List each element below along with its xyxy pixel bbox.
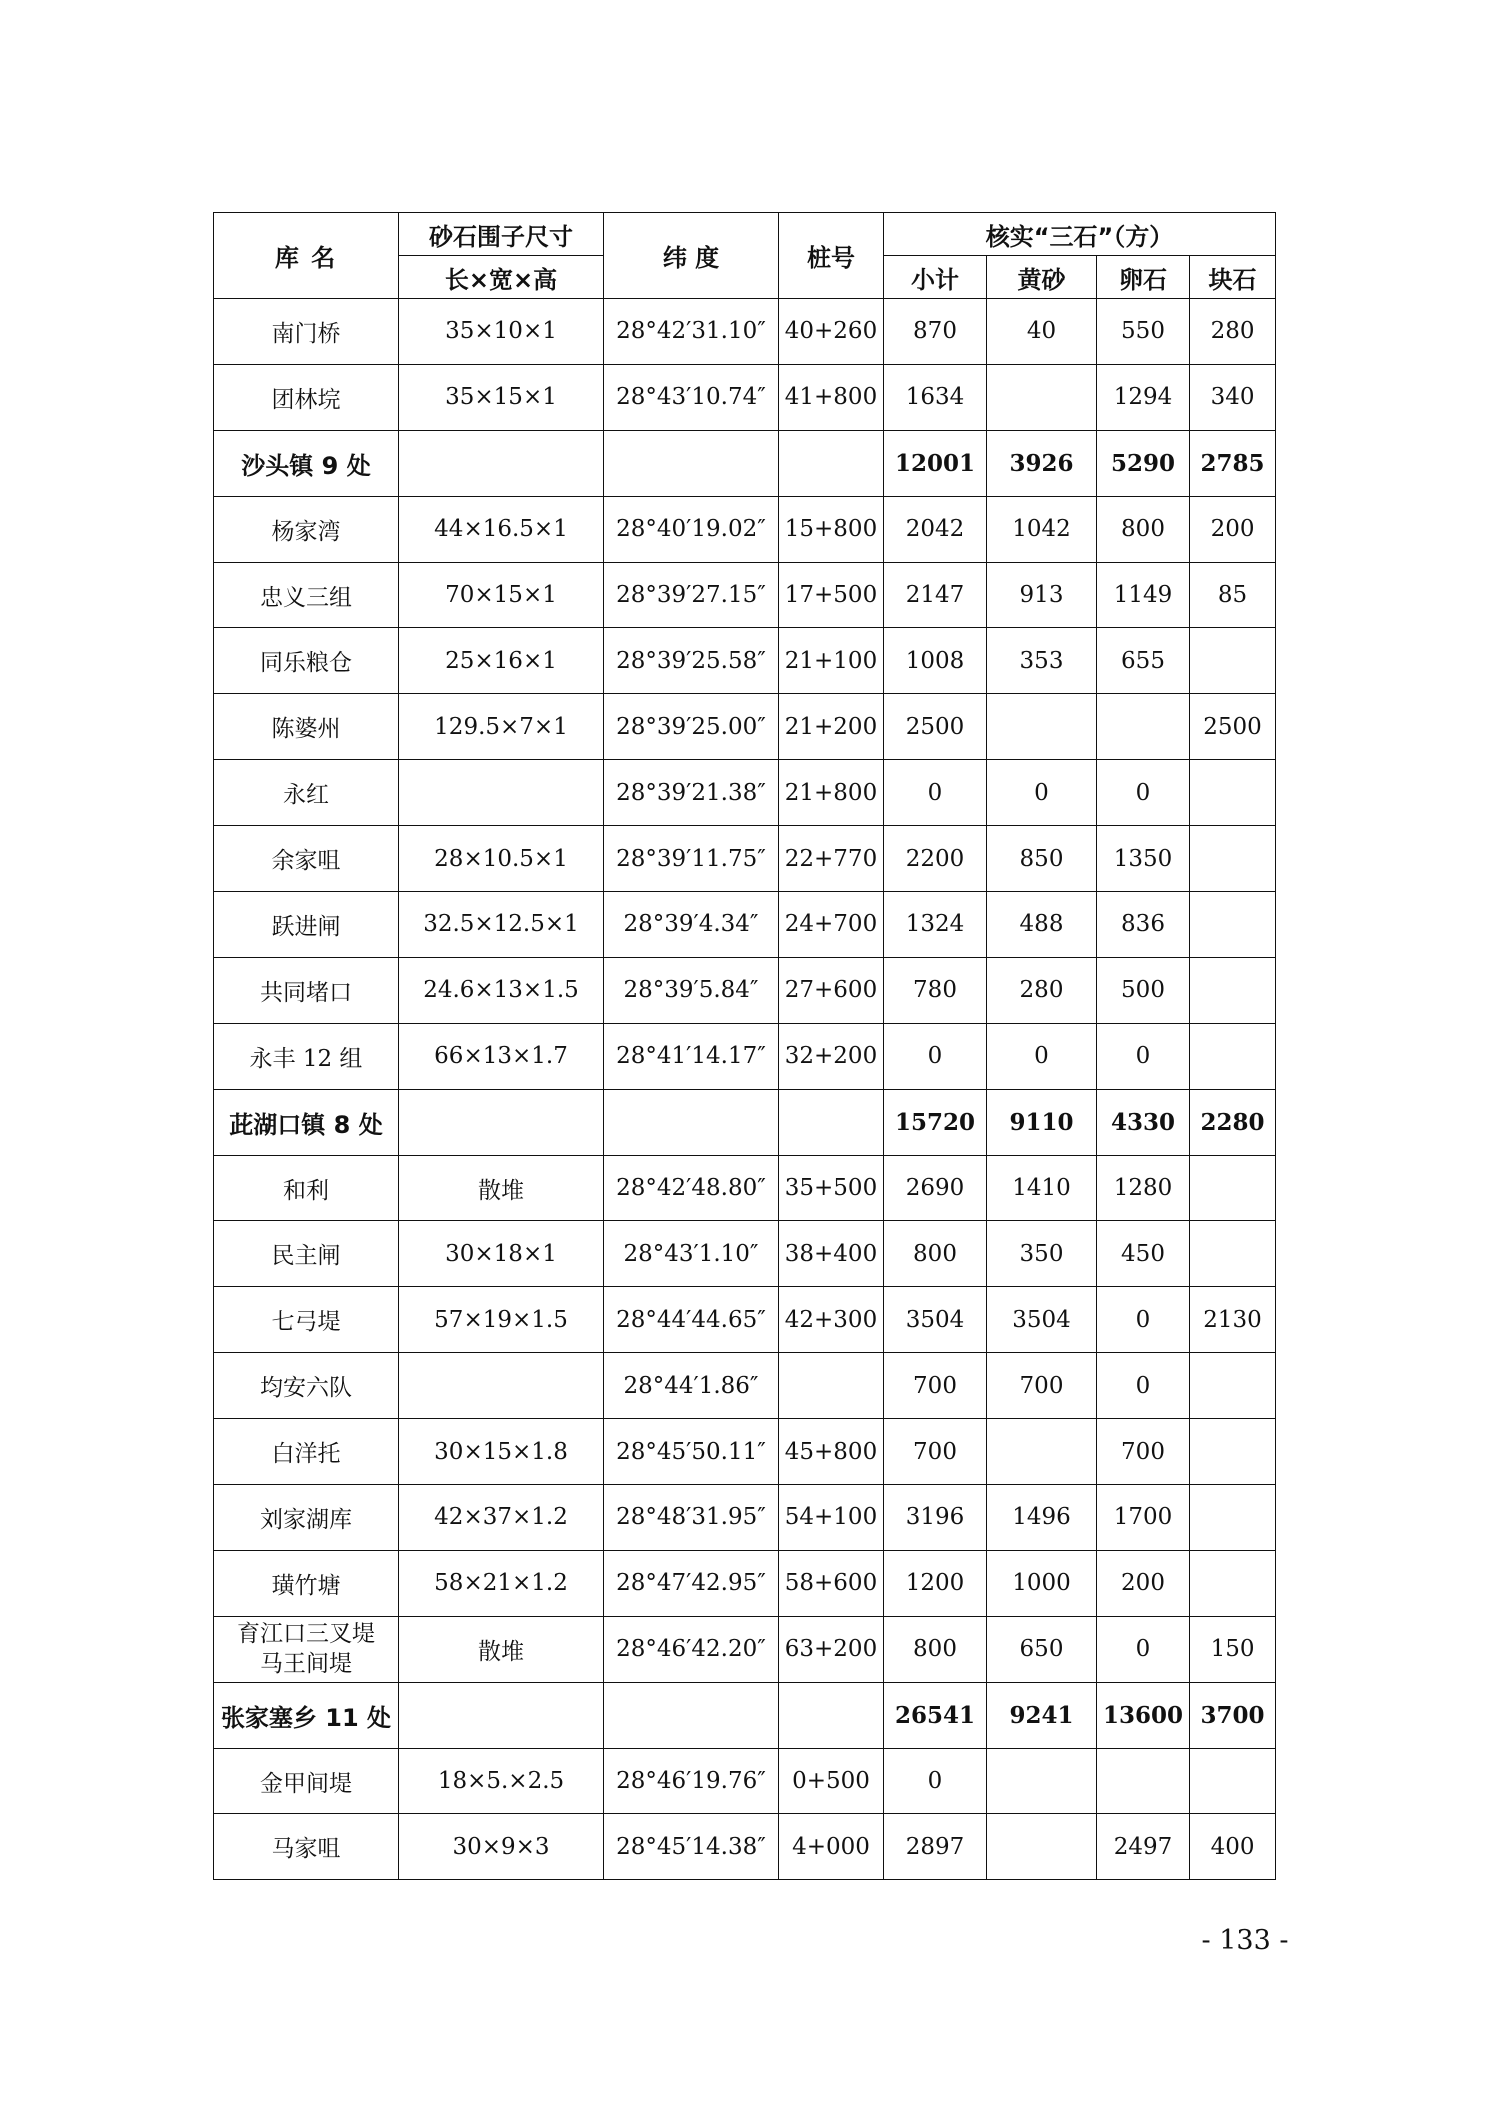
latitude-cell: 28°44′44.65″ — [604, 1287, 779, 1353]
block-cell: 340 — [1190, 364, 1276, 430]
pebble-cell: 5290 — [1097, 430, 1190, 496]
stake-cell: 17+500 — [779, 562, 884, 628]
sand-cell: 350 — [987, 1221, 1097, 1287]
stake-cell: 24+700 — [779, 892, 884, 958]
pebble-cell: 1294 — [1097, 364, 1190, 430]
size-cell — [399, 1089, 604, 1155]
sand-cell: 1410 — [987, 1155, 1097, 1221]
subtotal-cell: 800 — [884, 1221, 987, 1287]
table-row — [214, 1023, 1276, 1089]
stake-cell: 27+600 — [779, 957, 884, 1023]
subtotal-cell: 780 — [884, 957, 987, 1023]
name-cell — [214, 1616, 399, 1682]
pebble-cell: 800 — [1097, 496, 1190, 562]
sand-cell — [987, 694, 1097, 760]
block-cell: 200 — [1190, 496, 1276, 562]
table-row — [214, 1419, 1276, 1485]
name-line: 育江口三叉堤 — [237, 1621, 375, 1648]
subtotal-cell: 870 — [884, 299, 987, 365]
name-cell: 永红 — [214, 760, 399, 826]
size-cell: 42×37×1.2 — [399, 1485, 604, 1551]
table-row — [214, 1155, 1276, 1221]
sand-cell: 3926 — [987, 430, 1097, 496]
subtotal-cell: 3196 — [884, 1485, 987, 1551]
size-cell: 66×13×1.7 — [399, 1023, 604, 1089]
table-row — [214, 1814, 1276, 1880]
sand-cell: 280 — [987, 957, 1097, 1023]
name-cell: 民主闸 — [214, 1221, 399, 1287]
name-cell: 忠义三组 — [214, 562, 399, 628]
pebble-cell: 4330 — [1097, 1089, 1190, 1155]
stake-cell: 22+770 — [779, 826, 884, 892]
name-cell: 沙头镇 9 处 — [214, 430, 399, 496]
name-cell: 永丰 12 组 — [214, 1023, 399, 1089]
subtotal-cell: 2690 — [884, 1155, 987, 1221]
header-subtotal: 小计 — [884, 256, 987, 299]
stake-cell: 4+000 — [779, 1814, 884, 1880]
stake-cell: 42+300 — [779, 1287, 884, 1353]
subtotal-cell: 0 — [884, 760, 987, 826]
table-row — [214, 1550, 1276, 1616]
latitude-cell: 28°43′1.10″ — [604, 1221, 779, 1287]
name-cell: 杨家湾 — [214, 496, 399, 562]
latitude-cell: 28°39′11.75″ — [604, 826, 779, 892]
pebble-cell: 0 — [1097, 1287, 1190, 1353]
pebble-cell: 550 — [1097, 299, 1190, 365]
stake-cell: 40+260 — [779, 299, 884, 365]
name-cell: 茈湖口镇 8 处 — [214, 1089, 399, 1155]
subtotal-cell: 700 — [884, 1353, 987, 1419]
header-size-sub: 长×宽×高 — [399, 256, 604, 299]
pebble-cell: 0 — [1097, 760, 1190, 826]
table-row — [214, 1616, 1276, 1682]
latitude-cell: 28°45′50.11″ — [604, 1419, 779, 1485]
block-cell: 2130 — [1190, 1287, 1276, 1353]
sand-cell: 0 — [987, 1023, 1097, 1089]
table-row — [214, 496, 1276, 562]
name-cell: 和利 — [214, 1155, 399, 1221]
size-cell: 30×9×3 — [399, 1814, 604, 1880]
sand-cell: 1496 — [987, 1485, 1097, 1551]
size-cell: 30×15×1.8 — [399, 1419, 604, 1485]
table-row — [214, 1353, 1276, 1419]
table-row — [214, 1485, 1276, 1551]
stake-cell — [779, 1353, 884, 1419]
stake-cell: 35+500 — [779, 1155, 884, 1221]
name-cell: 余家咀 — [214, 826, 399, 892]
latitude-cell: 28°45′14.38″ — [604, 1814, 779, 1880]
stake-cell: 0+500 — [779, 1748, 884, 1814]
table-row — [214, 628, 1276, 694]
latitude-cell: 28°39′25.00″ — [604, 694, 779, 760]
subtotal-cell: 12001 — [884, 430, 987, 496]
subtotal-cell: 800 — [884, 1616, 987, 1682]
latitude-cell: 28°44′1.86″ — [604, 1353, 779, 1419]
sand-cell — [987, 1419, 1097, 1485]
size-cell — [399, 1353, 604, 1419]
size-cell: 129.5×7×1 — [399, 694, 604, 760]
sand-cell: 40 — [987, 299, 1097, 365]
stake-cell: 15+800 — [779, 496, 884, 562]
pebble-cell: 1149 — [1097, 562, 1190, 628]
table-row — [214, 1221, 1276, 1287]
subtotal-cell: 1634 — [884, 364, 987, 430]
pebble-cell: 655 — [1097, 628, 1190, 694]
subtotal-row — [214, 1682, 1276, 1748]
name-cell: 璜竹塘 — [214, 1550, 399, 1616]
sand-stone-table — [213, 212, 1276, 1880]
size-cell — [399, 1682, 604, 1748]
latitude-cell: 28°47′42.95″ — [604, 1550, 779, 1616]
size-cell: 44×16.5×1 — [399, 496, 604, 562]
latitude-cell: 28°39′25.58″ — [604, 628, 779, 694]
block-cell — [1190, 1485, 1276, 1551]
name-cell: 七弓堤 — [214, 1287, 399, 1353]
sand-cell: 0 — [987, 760, 1097, 826]
table-row — [214, 760, 1276, 826]
subtotal-cell: 3504 — [884, 1287, 987, 1353]
latitude-cell: 28°46′19.76″ — [604, 1748, 779, 1814]
name-cell: 跃进闸 — [214, 892, 399, 958]
stake-cell: 21+200 — [779, 694, 884, 760]
pebble-cell — [1097, 1748, 1190, 1814]
pebble-cell: 1280 — [1097, 1155, 1190, 1221]
subtotal-cell: 2500 — [884, 694, 987, 760]
header-latitude: 纬 度 — [604, 213, 779, 299]
sand-cell — [987, 1748, 1097, 1814]
subtotal-cell: 1008 — [884, 628, 987, 694]
subtotal-cell: 700 — [884, 1419, 987, 1485]
latitude-cell: 28°40′19.02″ — [604, 496, 779, 562]
subtotal-cell: 1324 — [884, 892, 987, 958]
latitude-cell — [604, 1682, 779, 1748]
size-cell: 25×16×1 — [399, 628, 604, 694]
size-cell: 18×5.×2.5 — [399, 1748, 604, 1814]
block-cell — [1190, 760, 1276, 826]
latitude-cell: 28°39′4.34″ — [604, 892, 779, 958]
table-row — [214, 957, 1276, 1023]
pebble-cell: 0 — [1097, 1616, 1190, 1682]
block-cell: 2500 — [1190, 694, 1276, 760]
sand-cell: 1000 — [987, 1550, 1097, 1616]
stake-cell — [779, 1089, 884, 1155]
block-cell — [1190, 1155, 1276, 1221]
page-number: - 133 - — [1201, 1925, 1289, 1956]
size-cell: 28×10.5×1 — [399, 826, 604, 892]
sand-cell — [987, 364, 1097, 430]
sand-cell: 3504 — [987, 1287, 1097, 1353]
stake-cell: 21+800 — [779, 760, 884, 826]
block-cell: 280 — [1190, 299, 1276, 365]
stake-cell: 32+200 — [779, 1023, 884, 1089]
sand-cell: 913 — [987, 562, 1097, 628]
table-row — [214, 364, 1276, 430]
subtotal-cell: 2200 — [884, 826, 987, 892]
name-cell: 同乐粮仓 — [214, 628, 399, 694]
header-size-group: 砂石围子尺寸 — [399, 213, 604, 256]
sand-cell: 850 — [987, 826, 1097, 892]
name-cell: 均安六队 — [214, 1353, 399, 1419]
name-cell: 共同堵口 — [214, 957, 399, 1023]
latitude-cell: 28°39′21.38″ — [604, 760, 779, 826]
subtotal-row — [214, 430, 1276, 496]
table-row — [214, 1748, 1276, 1814]
latitude-cell: 28°48′31.95″ — [604, 1485, 779, 1551]
sand-cell: 650 — [987, 1616, 1097, 1682]
stake-cell: 41+800 — [779, 364, 884, 430]
header-name: 库 名 — [214, 213, 399, 299]
header-sand: 黄砂 — [987, 256, 1097, 299]
block-cell — [1190, 892, 1276, 958]
subtotal-cell: 2042 — [884, 496, 987, 562]
pebble-cell: 2497 — [1097, 1814, 1190, 1880]
size-cell: 散堆 — [399, 1616, 604, 1682]
header-pebble: 卵石 — [1097, 256, 1190, 299]
size-cell: 24.6×13×1.5 — [399, 957, 604, 1023]
pebble-cell: 700 — [1097, 1419, 1190, 1485]
sand-cell: 1042 — [987, 496, 1097, 562]
stake-cell: 63+200 — [779, 1616, 884, 1682]
stake-cell: 21+100 — [779, 628, 884, 694]
pebble-cell: 13600 — [1097, 1682, 1190, 1748]
latitude-cell: 28°42′48.80″ — [604, 1155, 779, 1221]
stake-cell: 38+400 — [779, 1221, 884, 1287]
header-verify-group: 核实“三石”（方） — [884, 213, 1276, 256]
pebble-cell: 500 — [1097, 957, 1190, 1023]
block-cell — [1190, 1419, 1276, 1485]
table-row — [214, 299, 1276, 365]
block-cell: 2785 — [1190, 430, 1276, 496]
pebble-cell: 1350 — [1097, 826, 1190, 892]
sand-cell: 700 — [987, 1353, 1097, 1419]
block-cell: 85 — [1190, 562, 1276, 628]
block-cell — [1190, 1353, 1276, 1419]
stake-cell: 54+100 — [779, 1485, 884, 1551]
pebble-cell: 0 — [1097, 1353, 1190, 1419]
size-cell — [399, 430, 604, 496]
latitude-cell: 28°42′31.10″ — [604, 299, 779, 365]
block-cell: 2280 — [1190, 1089, 1276, 1155]
block-cell — [1190, 1550, 1276, 1616]
stake-cell — [779, 430, 884, 496]
pebble-cell: 1700 — [1097, 1485, 1190, 1551]
table-row — [214, 1287, 1276, 1353]
block-cell — [1190, 1221, 1276, 1287]
name-cell: 马家咀 — [214, 1814, 399, 1880]
pebble-cell: 836 — [1097, 892, 1190, 958]
stake-cell: 45+800 — [779, 1419, 884, 1485]
size-cell — [399, 760, 604, 826]
subtotal-cell: 0 — [884, 1748, 987, 1814]
stake-cell — [779, 1682, 884, 1748]
table-row — [214, 562, 1276, 628]
block-cell: 150 — [1190, 1616, 1276, 1682]
size-cell: 58×21×1.2 — [399, 1550, 604, 1616]
name-cell: 刘家湖库 — [214, 1485, 399, 1551]
subtotal-cell: 26541 — [884, 1682, 987, 1748]
size-cell: 30×18×1 — [399, 1221, 604, 1287]
sand-cell: 488 — [987, 892, 1097, 958]
latitude-cell: 28°41′14.17″ — [604, 1023, 779, 1089]
block-cell — [1190, 1023, 1276, 1089]
table-body — [214, 299, 1276, 1880]
name-cell: 白洋托 — [214, 1419, 399, 1485]
subtotal-cell: 2147 — [884, 562, 987, 628]
size-cell: 35×15×1 — [399, 364, 604, 430]
subtotal-cell: 15720 — [884, 1089, 987, 1155]
table-row — [214, 694, 1276, 760]
size-cell: 散堆 — [399, 1155, 604, 1221]
block-cell — [1190, 628, 1276, 694]
name-cell: 团林垸 — [214, 364, 399, 430]
latitude-cell: 28°46′42.20″ — [604, 1616, 779, 1682]
sand-cell: 9110 — [987, 1089, 1097, 1155]
latitude-cell: 28°39′27.15″ — [604, 562, 779, 628]
subtotal-cell: 2897 — [884, 1814, 987, 1880]
name-cell: 张家塞乡 11 处 — [214, 1682, 399, 1748]
name-cell: 金甲间堤 — [214, 1748, 399, 1814]
subtotal-cell: 1200 — [884, 1550, 987, 1616]
block-cell: 3700 — [1190, 1682, 1276, 1748]
pebble-cell: 0 — [1097, 1023, 1190, 1089]
size-cell: 70×15×1 — [399, 562, 604, 628]
header-block: 块石 — [1190, 256, 1276, 299]
latitude-cell — [604, 1089, 779, 1155]
table-row — [214, 892, 1276, 958]
pebble-cell: 450 — [1097, 1221, 1190, 1287]
size-cell: 35×10×1 — [399, 299, 604, 365]
latitude-cell: 28°39′5.84″ — [604, 957, 779, 1023]
block-cell — [1190, 957, 1276, 1023]
block-cell — [1190, 1748, 1276, 1814]
subtotal-cell: 0 — [884, 1023, 987, 1089]
block-cell: 400 — [1190, 1814, 1276, 1880]
name-line: 马王间堤 — [260, 1651, 352, 1678]
latitude-cell: 28°43′10.74″ — [604, 364, 779, 430]
sand-cell — [987, 1814, 1097, 1880]
subtotal-row — [214, 1089, 1276, 1155]
sand-cell: 353 — [987, 628, 1097, 694]
size-cell: 32.5×12.5×1 — [399, 892, 604, 958]
pebble-cell: 200 — [1097, 1550, 1190, 1616]
stake-cell: 58+600 — [779, 1550, 884, 1616]
pebble-cell — [1097, 694, 1190, 760]
sand-cell: 9241 — [987, 1682, 1097, 1748]
name-cell: 陈婆州 — [214, 694, 399, 760]
size-cell: 57×19×1.5 — [399, 1287, 604, 1353]
latitude-cell — [604, 430, 779, 496]
name-cell: 南门桥 — [214, 299, 399, 365]
header-stake: 桩号 — [779, 213, 884, 299]
block-cell — [1190, 826, 1276, 892]
table-row — [214, 826, 1276, 892]
